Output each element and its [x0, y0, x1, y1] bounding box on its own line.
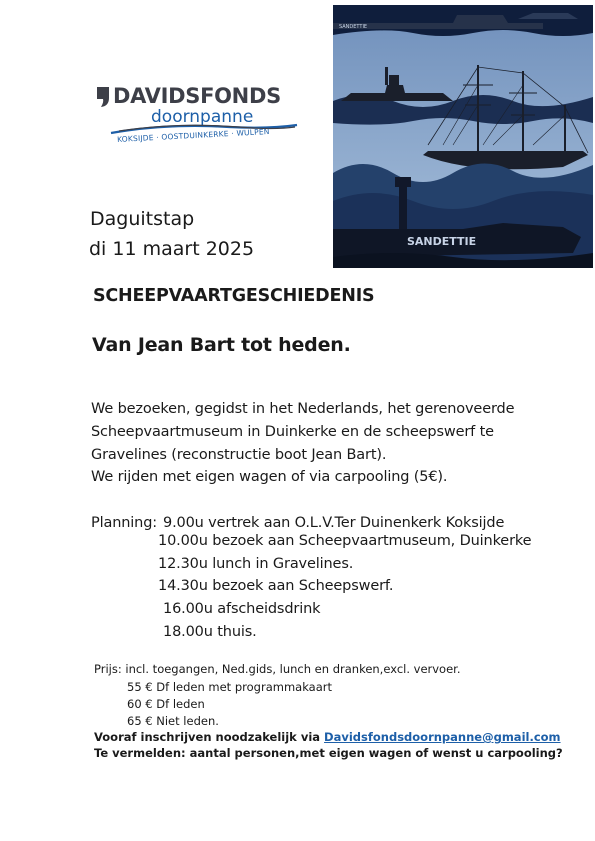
event-type: Daguitstap	[90, 208, 195, 230]
planning-item: 14.30u bezoek aan Scheepswerf.	[158, 578, 394, 594]
planning-item: 9.00u vertrek aan O.L.V.Ter Duinenkerk Koksijde	[163, 515, 505, 531]
planning-item: 18.00u thuis.	[163, 624, 257, 640]
registration-text	[94, 730, 561, 744]
registration-email-link[interactable]: Davidsfondsdoornpanne@gmail.com	[324, 730, 561, 744]
registration-label: Vooraf inschrijven noodzakelijk via	[94, 730, 321, 744]
planning-item: 16.00u afscheidsdrink	[163, 601, 321, 617]
event-title: SCHEEPVAARTGESCHIEDENIS	[93, 286, 375, 306]
description-line: Scheepvaartmuseum in Duinkerke en de scheepswerf te	[91, 424, 494, 440]
price-line: 60 € Df leden	[127, 697, 205, 711]
logo-mark-icon	[95, 86, 111, 108]
planning-item: 10.00u bezoek aan Scheepvaartmuseum, Duinkerke	[158, 533, 532, 549]
lightship-label: SANDETTIE	[407, 235, 477, 248]
price-intro: Prijs: incl. toegangen, Ned.gids, lunch en dranken,excl. vervoer.	[94, 662, 461, 676]
registration-note: Te vermelden: aantal personen,met eigen wagen of wenst u carpooling?	[94, 746, 563, 760]
ships-illustration	[333, 5, 593, 268]
logo-name: DAVIDSFONDS	[113, 84, 281, 108]
planning-label: Planning:	[91, 515, 157, 531]
planning-item: 12.30u lunch in Gravelines.	[158, 556, 354, 572]
price-line: 55 € Df leden met programmakaart	[127, 680, 332, 694]
price-line: 65 € Niet leden.	[127, 714, 219, 728]
description-line: Gravelines (reconstructie boot Jean Bart).	[91, 447, 387, 463]
ships-illustration-svg	[333, 5, 593, 268]
event-date: di 11 maart 2025	[89, 238, 255, 260]
davidsfonds-logo	[95, 83, 295, 143]
description-line: We bezoeken, gegidst in het Nederlands, het gerenoveerde	[91, 401, 515, 417]
logo-subname: doornpanne	[151, 107, 254, 127]
logo-towns: KOKSIJDE · OOSTDUINKERKE · WULPEN	[116, 127, 270, 144]
top-ship-label: SANDETTIE	[339, 24, 368, 30]
description-line: We rijden met eigen wagen of via carpooling (5€).	[91, 469, 448, 485]
event-subtitle: Van Jean Bart tot heden.	[92, 334, 351, 356]
